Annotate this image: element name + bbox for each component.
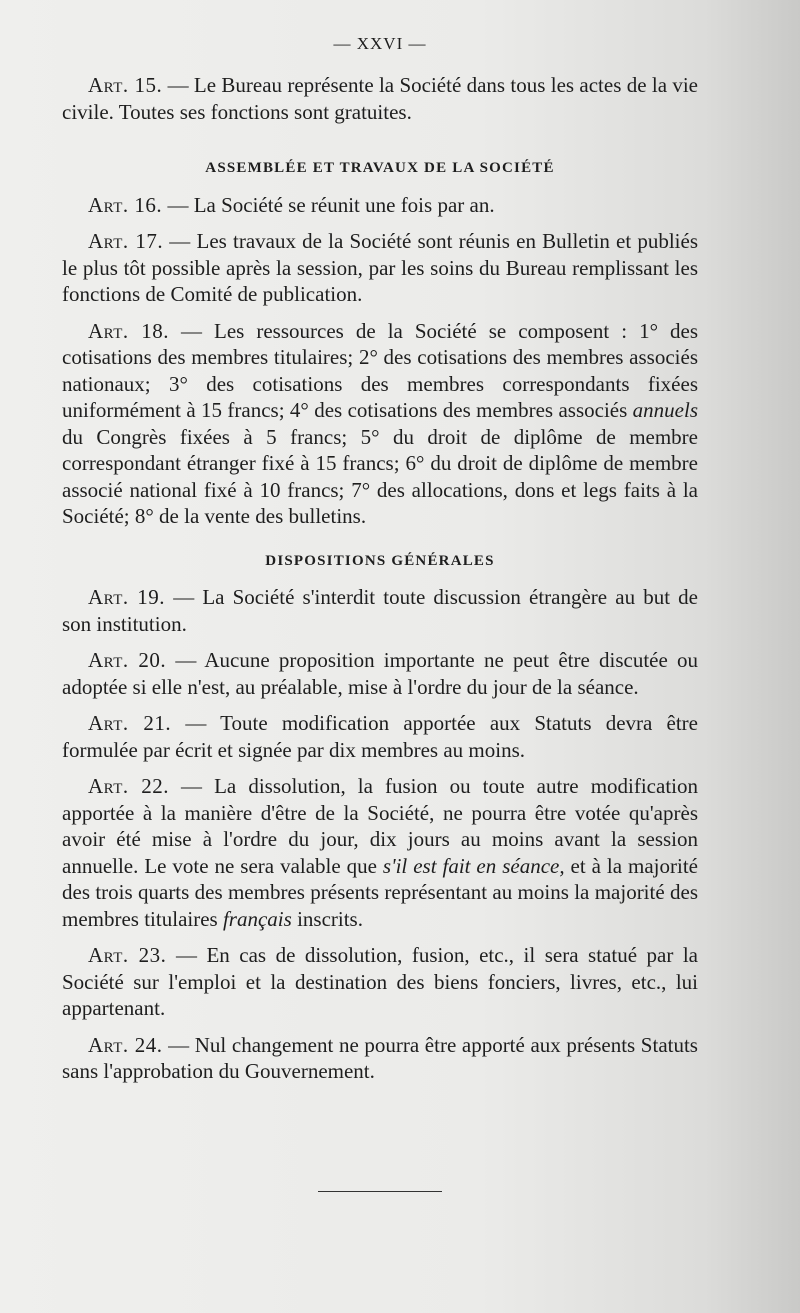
article-label: Art. 18. [88,318,169,343]
statutes-text [62,72,698,1095]
article-20 [62,647,698,700]
article-body-continued: du Congrès fixées à 5 francs; 5° du droit de diplôme de membre correspondant étranger fixé à 15 francs; 6° du droit de diplôme de membre associé national fixé à 10 francs; 7° des allocations, dons et legs faits à la Société; 8° de la vente des bulletins. [62,424,698,528]
article-label: Art. 23. [88,943,167,967]
article-body: — La Société se réunit une fois par an. [162,192,495,217]
article-body: — Toute modification apportée aux Statuts devra être formulée par écrit et signée par dix membres au moins. [62,711,698,762]
article-body: — Les ressources de la Société se composent : 1° des cotisations des membres titulaires; 2° des cotisations des membres associés nationaux; 3° des cotisations des membres correspondants fixées uniformément à 15 francs; 4° des cotisations des membres associés [62,318,699,422]
article-body: — Les travaux de la Société sont réunis en Bulletin et publiés le plus tôt possible après la session, par les soins du Bureau remplissant les fonctions de Comité de publication. [62,229,698,306]
article-19 [62,584,698,637]
article-17 [62,228,698,308]
article-16 [62,192,698,219]
article-label: Art. 17. [88,229,164,253]
article-body: — La Société s'interdit toute discussion étrangère au but de son institution. [62,585,698,636]
article-15 [62,72,698,125]
article-label: Art. 22. [88,774,169,798]
article-body: — La dissolution, la fusion ou toute autre modification apportée à la manière d'être de la Société, ne pourra être votée qu'après avoir été mise à l'ordre du jour, dix jours au moins avant la session annuelle. Le vote ne sera valable que [62,774,698,878]
article-21 [62,710,698,763]
article-23 [62,942,698,1022]
article-24 [62,1032,698,1085]
article-label: Art. 15. [88,73,163,97]
article-label: Art. 16. [88,192,163,217]
closing-rule [318,1191,442,1192]
article-18 [62,318,698,530]
article-label: Art. 24. [88,1032,163,1057]
article-body: — En cas de dissolution, fusion, etc., il sera statué par la Société sur l'emploi et la destination des biens fonciers, livres, etc., lui appartenant. [62,943,698,1020]
page-number: — XXVI — [333,34,427,53]
article-body: — Nul changement ne pourra être apporté aux présents Statuts sans l'approbation du Gouvernement. [62,1032,698,1083]
article-22 [62,773,698,932]
article-label: Art. 19. [88,585,166,609]
article-body-continued: et à la majorité des trois quarts des membres présents représentant au moins la majorité des membres titulaires [62,853,698,931]
article-body: — Aucune proposition importante ne peut être discutée ou adoptée si elle n'est, au préalable, mise à l'ordre du jour de la séance. [62,648,698,699]
article-body-end: inscrits. [291,906,363,931]
article-emphasis: s'il est fait en séance, [382,853,565,878]
article-emphasis: annuels [632,398,698,422]
article-label: Art. 21. [88,711,172,735]
article-body: — Le Bureau représente la Société dans tous les actes de la vie civile. Toutes ses fonctions sont gratuites. [62,73,698,124]
section-heading-assembly: ASSEMBLÉE ET TRAVAUX DE LA SOCIÉTÉ [205,160,555,176]
article-label: Art. 20. [88,648,167,672]
section-heading-general: DISPOSITIONS GÉNÉRALES [265,552,495,569]
article-emphasis: français [222,906,292,931]
